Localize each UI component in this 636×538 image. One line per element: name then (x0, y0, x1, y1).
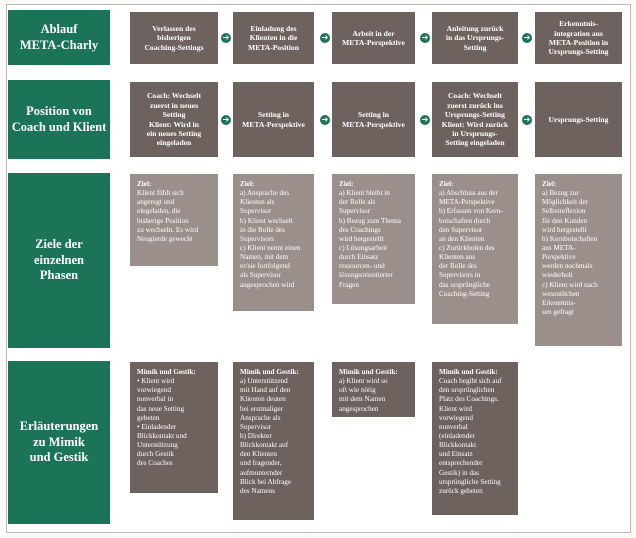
ziel-1 (130, 174, 218, 266)
mimik-2 (233, 362, 314, 520)
ziel-text: a) Klient bleibt in der Rolle als Supervisor b) Bezug zum Thema des Coachings wird hergestellt c) Lösungsarbeit durch Einsatz ressourcen- und lösungsorientierter Fragen (339, 189, 401, 289)
mimik-text: • Klient wird vorwiegend nonverbal in das neue Setting gebeten • Einladender Blickkontakt und Unterstützung durch Gestik des Coaches (137, 377, 187, 468)
mimik-heading: Mimik und Gestik: (137, 368, 196, 376)
step-position-2: Setting in META-Perspektive (233, 82, 314, 157)
mimik-4 (432, 362, 518, 515)
arrow-right-circle-icon: ➔ (222, 33, 230, 42)
step-position-4: Coach: Wechselt zuerst zurück ins Ursprungs-Setting Klient: Wird zurück in Ursprungs- Setting eingeladen (432, 82, 518, 157)
arrow-right-circle-icon: ➔ (523, 33, 531, 42)
arrow-right-circle-icon: ➔ (222, 115, 230, 124)
header-position: Position von Coach und Klient (8, 80, 110, 159)
header-ablauf: Ablauf META-Charly (8, 10, 110, 65)
ziel-heading: Ziel: (137, 180, 152, 188)
mimik-3 (332, 362, 415, 417)
arrow-right-circle-icon: ➔ (321, 115, 329, 124)
mimik-text: a) Unterstützend mit Hand auf den Klienten deuten bei erstmaliger Ansprache als Supervisor b) Direkter Blickkontakt auf den Klienten und fragender, aufmunternder Blick bei Abfrage des Namens (240, 377, 292, 495)
arrow-right-circle-icon: ➔ (421, 115, 429, 124)
mimik-1 (130, 362, 218, 493)
step-position-3: Setting in META-Perspektive (332, 82, 415, 157)
step-ablauf-2: Einladung des Klienten in die META-Position (233, 12, 314, 64)
ziel-heading: Ziel: (240, 180, 255, 188)
arrow-right-circle-icon: ➔ (523, 115, 531, 124)
ziel-text: Klient fühlt sich angeregt und eingeladen, die bisherige Position zu wechseln. Es wird Neugierde geweckt (137, 189, 199, 243)
ziel-2 (233, 174, 314, 311)
arrow-right-circle-icon: ➔ (321, 33, 329, 42)
ziel-5 (535, 174, 622, 346)
ziel-4 (432, 174, 518, 324)
header-mimik: Erläuterungen zu Mimik und Gestik (8, 361, 110, 524)
step-ablauf-3: Arbeit in der META-Perspektive (332, 12, 415, 64)
mimik-text: a) Klient wird so oft wie nötig mit dem Namen angesprochen (339, 377, 388, 413)
mimik-heading: Mimik und Gestik: (240, 368, 299, 376)
step-position-5: Ursprungs-Setting (535, 82, 622, 157)
arrow-right-circle-icon: ➔ (421, 33, 429, 42)
step-position-1: Coach: Wechselt zuerst in neues Setting Klient: Wird in ein neues Setting eingeladen (130, 82, 218, 157)
mimik-heading: Mimik und Gestik: (439, 368, 498, 376)
ziel-3 (332, 174, 415, 304)
header-ziele: Ziele der einzelnen Phasen (8, 173, 110, 348)
step-ablauf-4: Anleitung zurück in das Ursprungs- Setting (432, 12, 518, 64)
ziel-heading: Ziel: (542, 180, 557, 188)
ziel-heading: Ziel: (339, 180, 354, 188)
mimik-heading: Mimik und Gestik: (339, 368, 398, 376)
mimik-text: Coach begibt sich auf den ursprünglichen Platz des Coachings. Klient wird vorwiegend nonverbal (einladender Blickkontakt und Einsatz entsprechender Gestik) in das ursprüngliche Setting zurück gebeten (439, 377, 502, 495)
step-ablauf-5: Erkenntnis- integration aus META-Position in Ursprungs-Setting (535, 12, 622, 64)
ziel-text: a) Bezug zur Möglichkeit der Selbstreflexion für den Kunden wird hergestellt b) Kernbotschaften aus META- Perspektive werden nochmals wiederholt c) Klient wird nach wesentlichen Erkenntnis- sen gefragt (542, 189, 598, 316)
step-ablauf-1: Verlassen des bisherigen Coaching-Settings (130, 12, 218, 64)
ziel-heading: Ziel: (439, 180, 454, 188)
ziel-text: a) Ansprache des Klienten als Supervisor b) Klient wechselt in die Rolle des Supervisors c) Klient nennt einen Namen, mit dem er/sie fortfolgend als Supervisor angesprochen wird (240, 189, 301, 289)
ziel-text: a) Abschluss aus der META-Perspektive b) Erfassen von Kern- botschaften durch den Supervisor an den Klienten c) Zurückholen des Klienten aus der Rolle des Supervisors in das ursprüngliche Coaching-Setting (439, 189, 503, 298)
